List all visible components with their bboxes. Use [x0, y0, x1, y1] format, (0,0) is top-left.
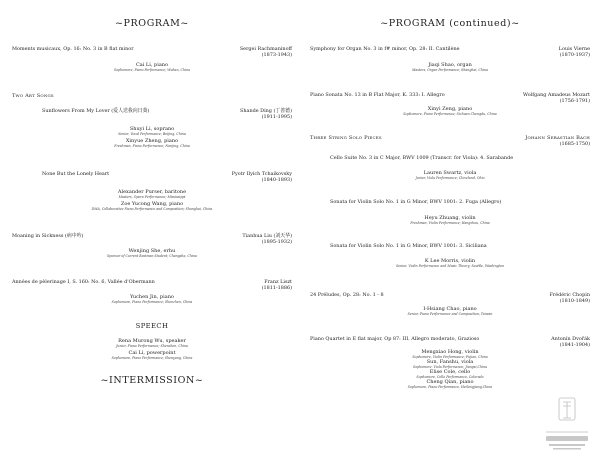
performer-desc: Senior, Piano Performance and Composition; Taiwan	[407, 312, 493, 317]
composer: Wolfgang Amadeus Mozart	[523, 92, 590, 98]
composer-dates: (1810-1849)	[559, 298, 590, 305]
performer-name: Jiaqi Shao, organ	[428, 62, 472, 69]
performer-desc: Sophomore, Cello Performance, Colorado	[416, 375, 484, 380]
work-title: Moments musicaux, Op. 16: No. 3 in B flat minor	[12, 46, 134, 52]
performer-name: Heyu Zhuang, violin	[424, 215, 476, 221]
speech-heading: SPEECH	[135, 322, 169, 330]
performer-name: Cai Li, piano	[135, 62, 169, 69]
composer: Louis Vierne	[558, 46, 590, 52]
composer-dates: (1685-1750)	[559, 141, 590, 148]
program-item	[310, 292, 590, 316]
program-title: ~PROGRAM (continued)~	[380, 18, 520, 29]
performer-desc: Sophomore, Viola Performance; Jiangxi,China	[413, 365, 487, 370]
performer-desc: Masters, Organ Performance; Shanghai, China	[412, 68, 488, 73]
performer-name: Lauren Swartz, viola	[423, 170, 477, 176]
composer-dates: (1811-1886)	[261, 285, 292, 292]
work-title: Sonata for Violin Solo No. 1 in G Minor, BWV 1001: 2. Fuga (Allegro)	[330, 199, 502, 205]
work-title: Années de pèlerinage I, S. 160: No. 6, Vallée d'Obermann	[12, 279, 155, 285]
performer-desc: Senior, Vocal Performance; Beijing, China	[118, 132, 186, 136]
performer-name: I-Hsiang Chao, piano	[423, 306, 477, 313]
composer-dates: (1895-1932)	[261, 239, 292, 246]
performer-desc: Junior, Viola Performance; Cleveland, Ohio	[415, 176, 485, 180]
work-title: None But the Lonely Heart	[42, 171, 110, 177]
work-title: Piano Sonata No. 13 in B Flat Major, K. 333: I. Allegro	[310, 92, 445, 98]
composer: Pyotr Ilyich Tchaikovsky	[231, 171, 292, 177]
program-item	[42, 171, 292, 183]
composer: Sergei Rachmaninoff	[239, 46, 292, 52]
composer: Frédéric Chopin	[549, 292, 590, 298]
performer-desc: Junior, Piano Performance; Shenzhen, China	[116, 344, 188, 348]
performer-desc: Sophomore, Piano Performance; Shenzhen, China	[111, 300, 193, 305]
program-left-column	[12, 0, 292, 463]
performer-name: Cheng Qian, piano	[426, 379, 474, 386]
section-row	[310, 135, 590, 147]
performer-name: Alexander Purser, baritone	[117, 189, 187, 195]
work-title: Symphony for Organ No. 3 in f# minor, Op. 28: II. Cantilène	[310, 46, 460, 52]
work-title: Moaning in Sickness (病中吟)	[12, 233, 84, 239]
performer-desc: Sophomore, Piano Performance, Heilongjiang,China	[407, 385, 493, 390]
performer-name: Wenjing She, erhu	[128, 248, 176, 255]
composer: Shande Ding (丁善德)	[240, 108, 292, 114]
section-heading: Two Art Songs	[12, 93, 54, 99]
school-logo	[543, 392, 591, 454]
performer-desc: Sponsor of Current Eastman Student; Changsha, China	[107, 254, 197, 259]
work-title: Sunflowers From My Lover (爱人送我向日葵)	[42, 108, 150, 114]
composer-dates: (1840-1893)	[261, 177, 292, 184]
program-item	[330, 243, 590, 249]
program-item	[310, 46, 590, 72]
program-item	[12, 279, 292, 304]
section-heading: Three String Solo Pieces	[310, 135, 382, 141]
performer-name: Xinyi Zeng, piano	[427, 106, 473, 113]
program-item	[42, 108, 292, 120]
performer-name: Sun, Fanshu, viola	[426, 359, 474, 366]
performer-name: Zoe Yucong Wang, piano	[120, 201, 184, 207]
performer-desc: Sophomore, Violin Performance; Fujian, China	[412, 355, 488, 360]
composer: Johann Sebastian Bach	[525, 135, 590, 141]
composer-dates: (1841-1904)	[559, 342, 590, 349]
work-title: Cello Suite No. 3 in C Major, BWV 1009 (Transcr. for Viola): 4. Sarabande	[330, 155, 514, 161]
performer-name: Yuchen Jin, piano	[130, 294, 174, 301]
work-title: Sonata for Violin Solo No. 1 in G Minor, BWV 1001: 3. Siciliana	[330, 243, 487, 249]
program-item	[330, 155, 590, 161]
composer: Antonín Dvořák	[551, 336, 590, 342]
composer-dates: (1873-1943)	[261, 52, 292, 59]
performer-desc: Masters, Opera Performance; Mississippi	[118, 195, 186, 199]
composer: Franz Liszt	[264, 279, 292, 285]
performer-desc: Sophomore, Piano Performance; Shenyang, China	[111, 356, 193, 360]
composer-dates: (1911-1995)	[261, 114, 292, 121]
performer-desc: Senior, Violin Performance and Music Theory; Seattle, Washington	[396, 264, 504, 268]
program-item	[310, 92, 590, 116]
program-title: ~PROGRAM~	[115, 18, 189, 29]
program-item	[310, 336, 590, 389]
performer-name: Xinyue Zheng, piano	[125, 138, 179, 144]
performer-desc: DMA, Collaborative Piano Performance and Composition; Shanghai, China	[91, 207, 213, 211]
performer-name: Shuyi Li, soprano	[129, 126, 175, 132]
performer-name: Cai Li, powerpoint	[128, 350, 176, 356]
performer-desc: Freshman, Violin Performance; Hangzhou, China	[410, 221, 490, 225]
performer-name: Mengxiao Hong, violin	[421, 349, 479, 356]
performer-desc: Sophomore, Piano Performance; Wuhan, China	[113, 68, 190, 73]
composer-dates: (1870-1937)	[559, 52, 590, 59]
composer-dates: (1756-1791)	[559, 98, 590, 105]
performer-name: K Lee Morris, violin	[424, 258, 476, 264]
composer: Tianhua Liu (刘天华)	[242, 233, 292, 239]
work-title: 24 Préludes, Op. 28: No. 1 - 8	[310, 292, 384, 298]
performer-name: Elise Cole, cello	[429, 369, 471, 376]
intermission-heading: ~INTERMISSION~	[100, 375, 204, 386]
program-item	[12, 233, 292, 258]
performer-desc: Freshman, Piano Performance; Nanjing, China	[114, 144, 190, 148]
performer-name: Rena Murong Wu, speaker	[118, 338, 186, 344]
work-title: Piano Quartet in E flat major, Op 87: III. Allegro moderato, Grazioso	[310, 336, 480, 342]
program-item	[12, 46, 292, 72]
performer-desc: Sophomore, Piano Performance; Sichuan Chengdu, China	[403, 112, 497, 117]
program-item	[330, 199, 590, 205]
